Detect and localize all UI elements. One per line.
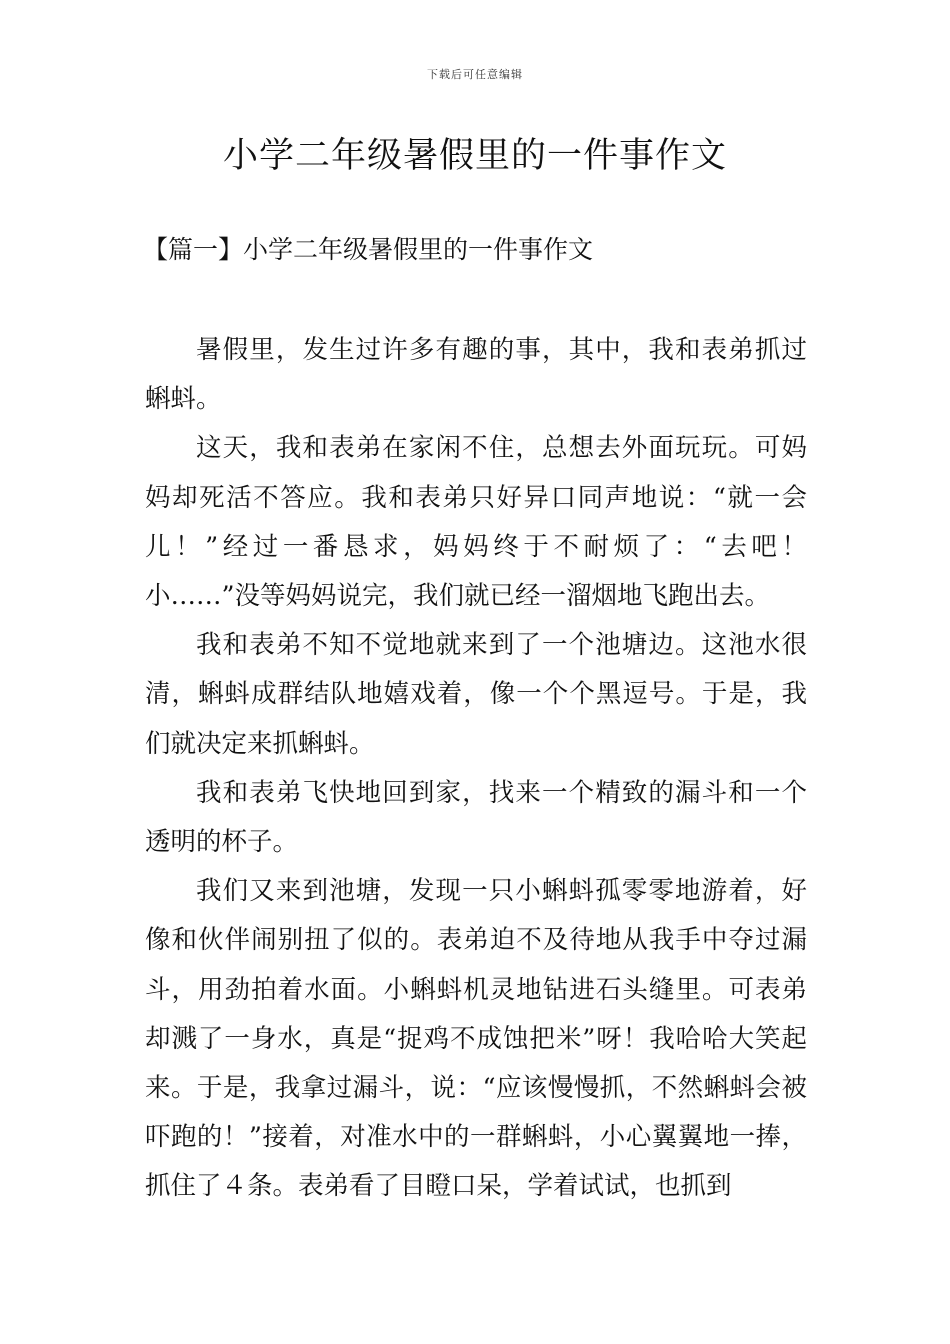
document-title: 小学二年级暑假里的一件事作文 — [222, 136, 727, 176]
essay-body — [145, 326, 807, 1212]
paragraph: 我们又来到池塘，发现一只小蝌蚪孤零零地游着，好像和伙伴闹别扭了似的。表弟迫不及待地从我手中夺过漏斗，用劲拍着水面。小蝌蚪机灵地钻进石头缝里。可表弟却溅了一身水，真是“捉鸡不成蚀把米”呀！我哈哈大笑起来。于是，我拿过漏斗，说：“应该慢慢抓，不然蝌蚪会被吓跑的！”接着，对准水中的一群蝌蚪，小心翼翼地一捧，抓住了４条。表弟看了目瞪口呆，学着试试，也抓到 — [145, 876, 807, 1202]
paragraph: 这天，我和表弟在家闲不住，总想去外面玩玩。可妈妈却死活不答应。我和表弟只好异口同声地说：“就一会儿！”经过一番恳求，妈妈终于不耐烦了：“去吧！小……”没等妈妈说完，我们就已经一溜烟地飞跑出去。 — [145, 433, 807, 612]
paragraph: 我和表弟不知不觉地就来到了一个池塘边。这池水很清，蝌蚪成群结队地嬉戏着，像一个个黑逗号。于是，我们就决定来抓蝌蚪。 — [145, 630, 807, 759]
paragraph: 暑假里，发生过许多有趣的事，其中，我和表弟抓过蝌蚪。 — [145, 335, 807, 415]
header-note: 下载后可任意编辑 — [427, 68, 523, 81]
section-heading: 【篇一】小学二年级暑假里的一件事作文 — [143, 235, 594, 264]
paragraph: 我和表弟飞快地回到家，找来一个精致的漏斗和一个透明的杯子。 — [145, 777, 807, 858]
